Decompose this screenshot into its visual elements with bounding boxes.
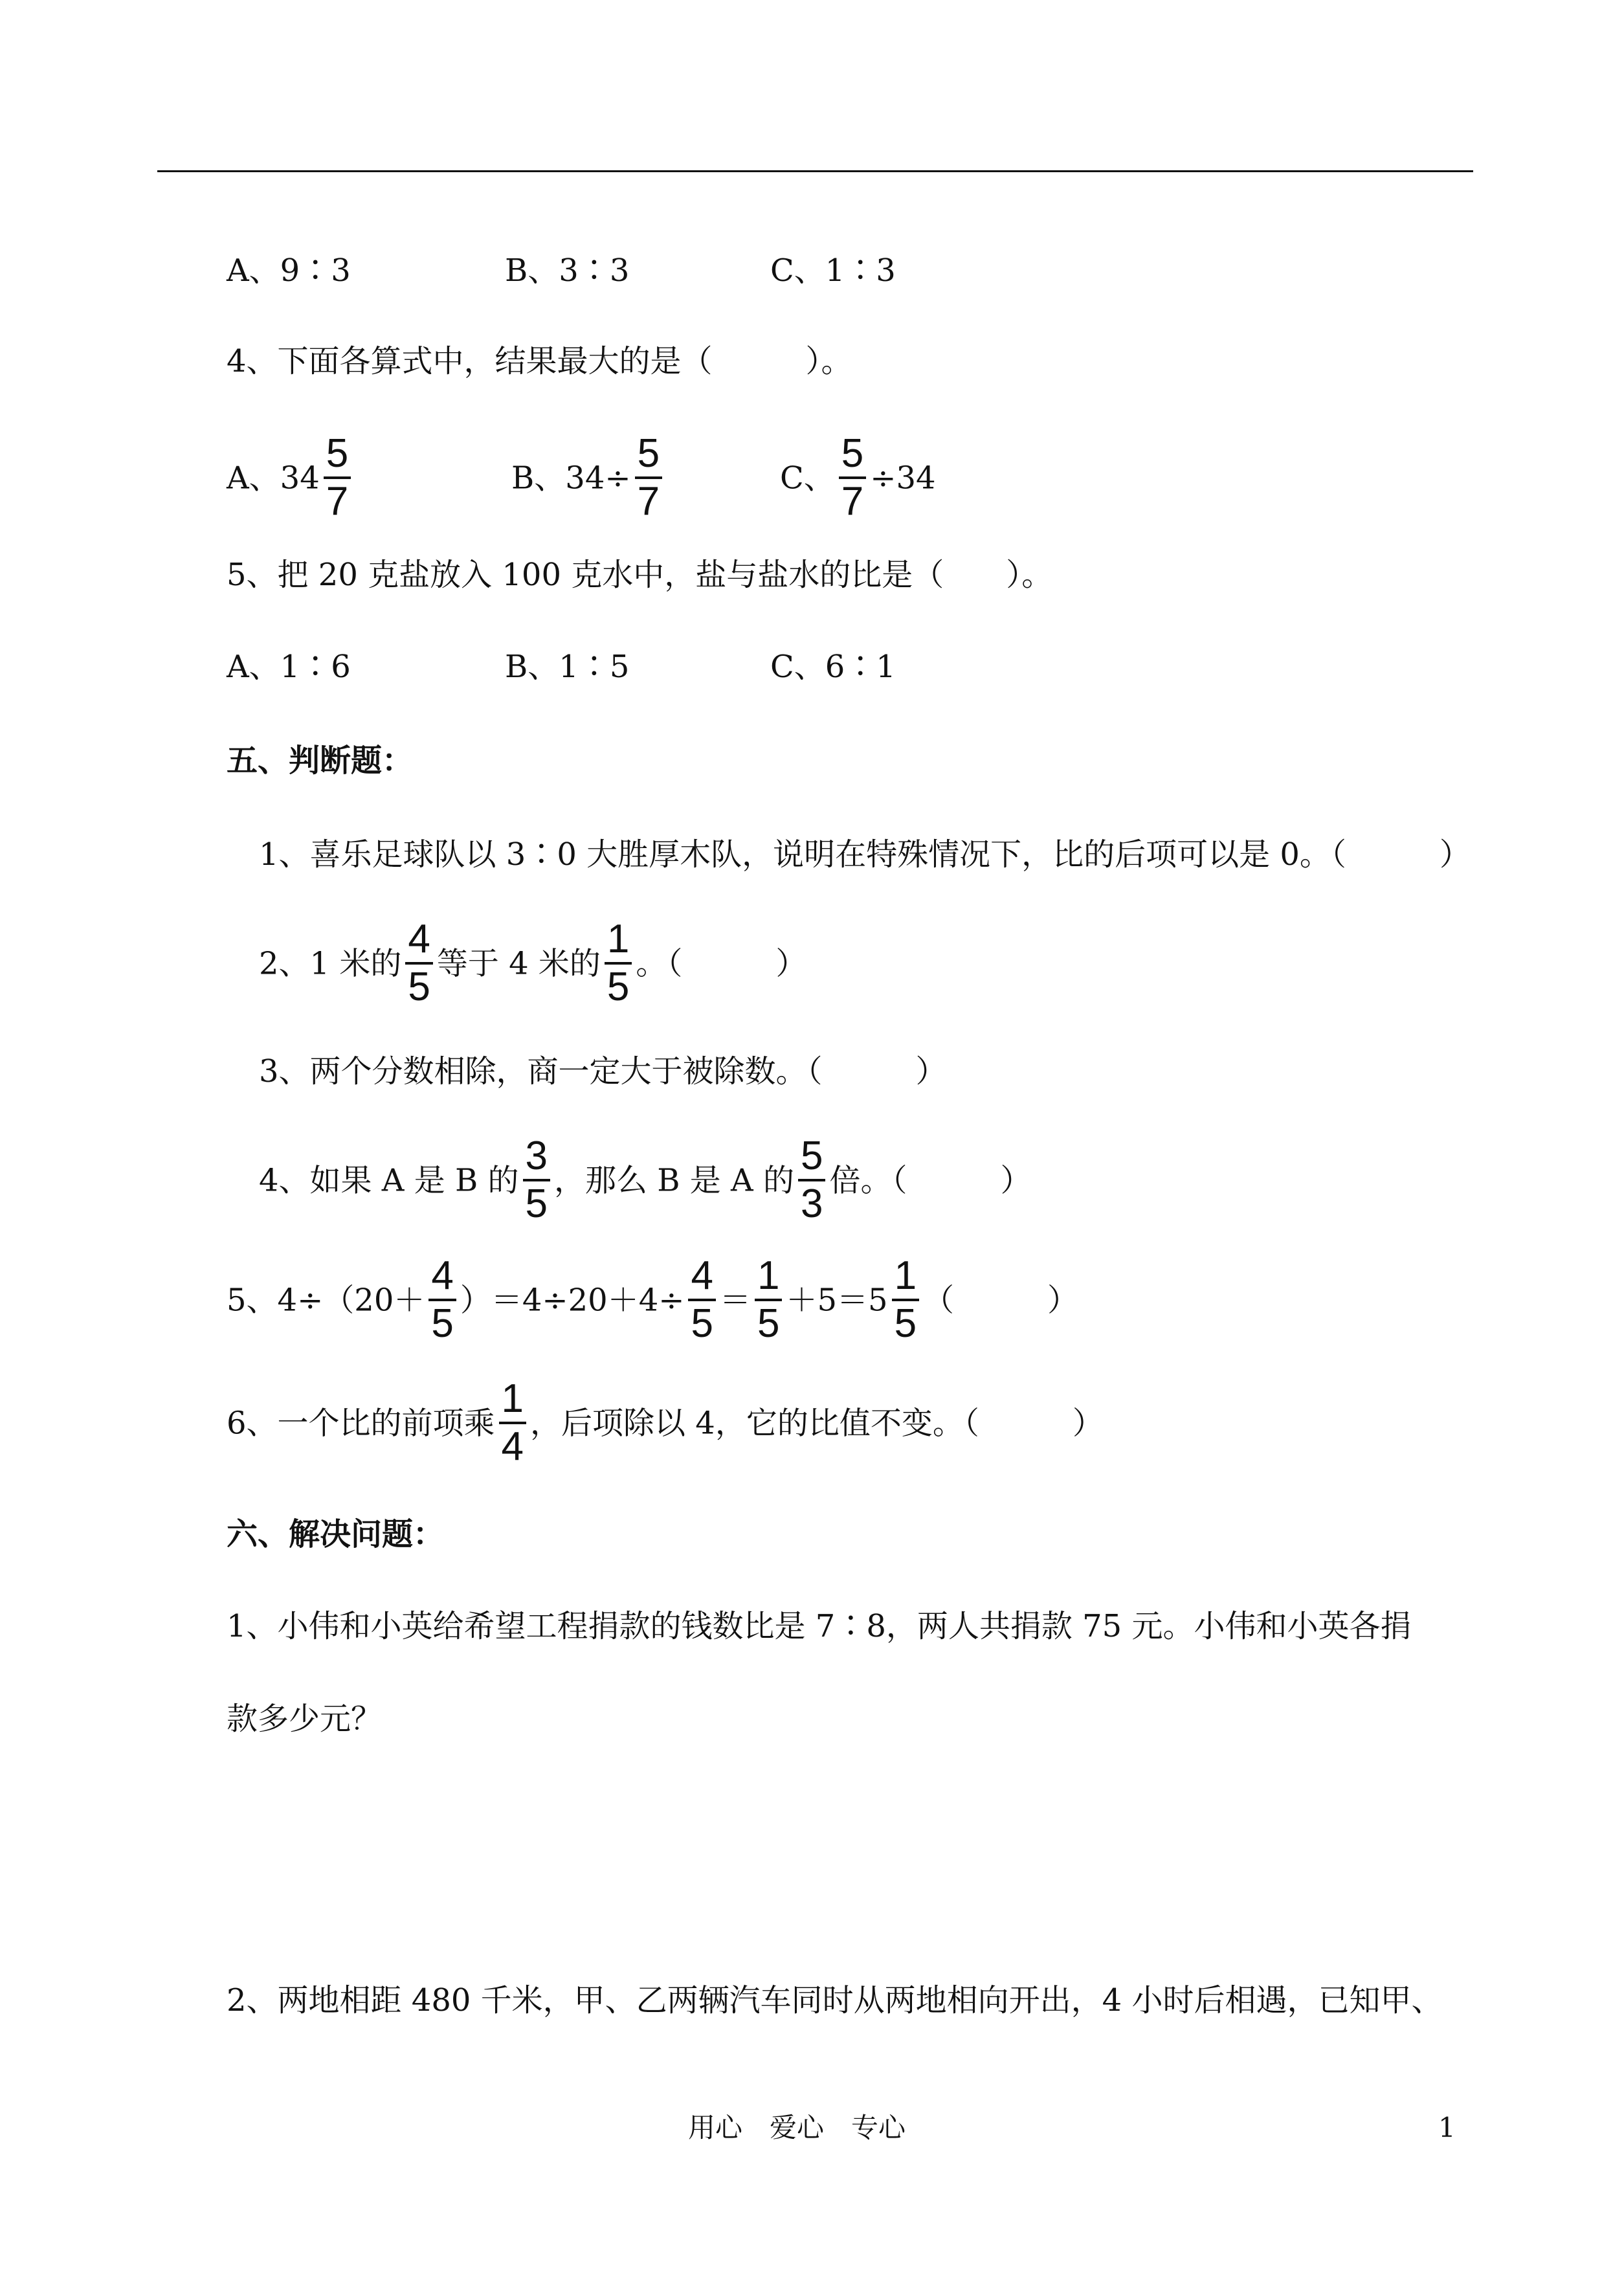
denominator: 7 [326,479,349,524]
judge-item-6 [227,1376,1104,1470]
fraction [798,1134,825,1227]
denominator: 5 [525,1181,548,1226]
numerator: 5 [324,431,351,479]
q3-option-a: A、9∶3 [227,252,351,289]
judge-5-text-4: ＋5＝5 [786,1282,888,1319]
q4-option-c [780,431,936,527]
denominator: 7 [841,479,864,524]
numerator: 4 [688,1253,715,1301]
judge-2-text-1: 2、1 米的 [259,945,402,982]
q3-option-b: B、3∶3 [505,252,630,289]
numerator: 1 [892,1253,919,1301]
numerator: 1 [605,917,632,965]
judge-4-text-1: 4、如果 A 是 B 的 [259,1162,519,1199]
q5-option-b: B、1∶5 [505,649,630,685]
denominator: 5 [408,965,430,1009]
page-number: 1 [1438,2112,1456,2143]
judge-item-4 [259,1136,1031,1227]
numerator: 5 [839,431,866,479]
q4-b-text: B、34÷ [511,460,631,497]
denominator: 5 [431,1301,454,1346]
fraction [499,1376,526,1470]
numerator: 1 [499,1376,526,1424]
numerator: 3 [523,1134,550,1181]
denominator: 5 [757,1301,780,1346]
q5-stem: 5、把 20 克盐放入 100 克水中，盐与盐水的比是（ ）。 [227,557,1053,593]
q5-option-a: A、1∶6 [227,649,351,685]
denominator: 4 [501,1424,524,1469]
numerator: 5 [798,1134,825,1181]
denominator: 5 [691,1301,713,1346]
judge-2-text-2: 等于 4 米的 [436,945,601,982]
problem-2-line-1: 2、两地相距 480 千米，甲、乙两辆汽车同时从两地相向开出，4 小时后相遇，已知甲、 [227,1982,1443,2019]
judge-5-text-5: （ ） [923,1282,1079,1319]
q3-option-c: C、1∶3 [770,252,896,289]
numerator: 5 [635,431,662,479]
judge-4-text-3: 倍。（ ） [829,1162,1032,1199]
judge-6-text-1: 6、一个比的前项乘 [227,1405,495,1442]
section-6-title: 六、解决问题： [227,1516,445,1552]
judge-5-text-2: ）＝4÷20＋4÷ [460,1282,685,1319]
judge-5-text-1: 5、4÷（20＋ [227,1282,425,1319]
numerator: 4 [405,917,432,965]
q4-a-text: A、34 [227,460,320,497]
section-5-title: 五、判断题： [227,743,414,779]
judge-item-1: 1、喜乐足球队以 3∶0 大胜厚木队，说明在特殊情况下，比的后项可以是 0。（ ） [259,836,1471,873]
fraction [428,1253,456,1347]
judge-2-text-3: 。（ ） [636,945,807,982]
numerator: 4 [428,1253,456,1301]
judge-item-2 [259,919,806,1010]
judge-5-text-3: ＝ [719,1282,751,1319]
judge-item-5 [227,1253,1079,1347]
q4-c-text: C、 [780,460,835,497]
judge-4-text-2: ，那么 B 是 A 的 [554,1162,794,1199]
problem-1-line-1: 1、小伟和小英给希望工程捐款的钱数比是 7∶8，两人共捐款 75 元。小伟和小英各捐 [227,1608,1412,1644]
problem-1-line-2: 款多少元？ [227,1701,383,1737]
q4-stem: 4、下面各算式中，结果最大的是（ ）。 [227,343,852,379]
q4-c-suffix: ÷34 [870,460,936,497]
denominator: 5 [894,1301,917,1346]
fraction [405,917,432,1010]
fraction [635,431,662,524]
fraction [688,1253,715,1347]
judge-6-text-2: ，后项除以 4，它的比值不变。（ ） [530,1405,1104,1442]
fraction [892,1253,919,1347]
q4-option-b [511,431,666,527]
fraction [839,431,866,524]
denominator: 5 [606,965,630,1009]
denominator: 7 [637,479,660,524]
numerator: 1 [755,1253,782,1301]
footer-slogan: 用心 爱心 专心 [688,2112,906,2143]
fraction [605,917,632,1010]
fraction [523,1134,550,1227]
judge-item-3: 3、两个分数相除，商一定大于被除数。（ ） [259,1053,947,1090]
denominator: 3 [800,1181,823,1226]
fraction [324,431,351,524]
fraction [755,1253,782,1347]
q4-option-a [227,431,355,527]
header-rule [157,170,1473,172]
q5-option-c: C、6∶1 [770,649,896,685]
